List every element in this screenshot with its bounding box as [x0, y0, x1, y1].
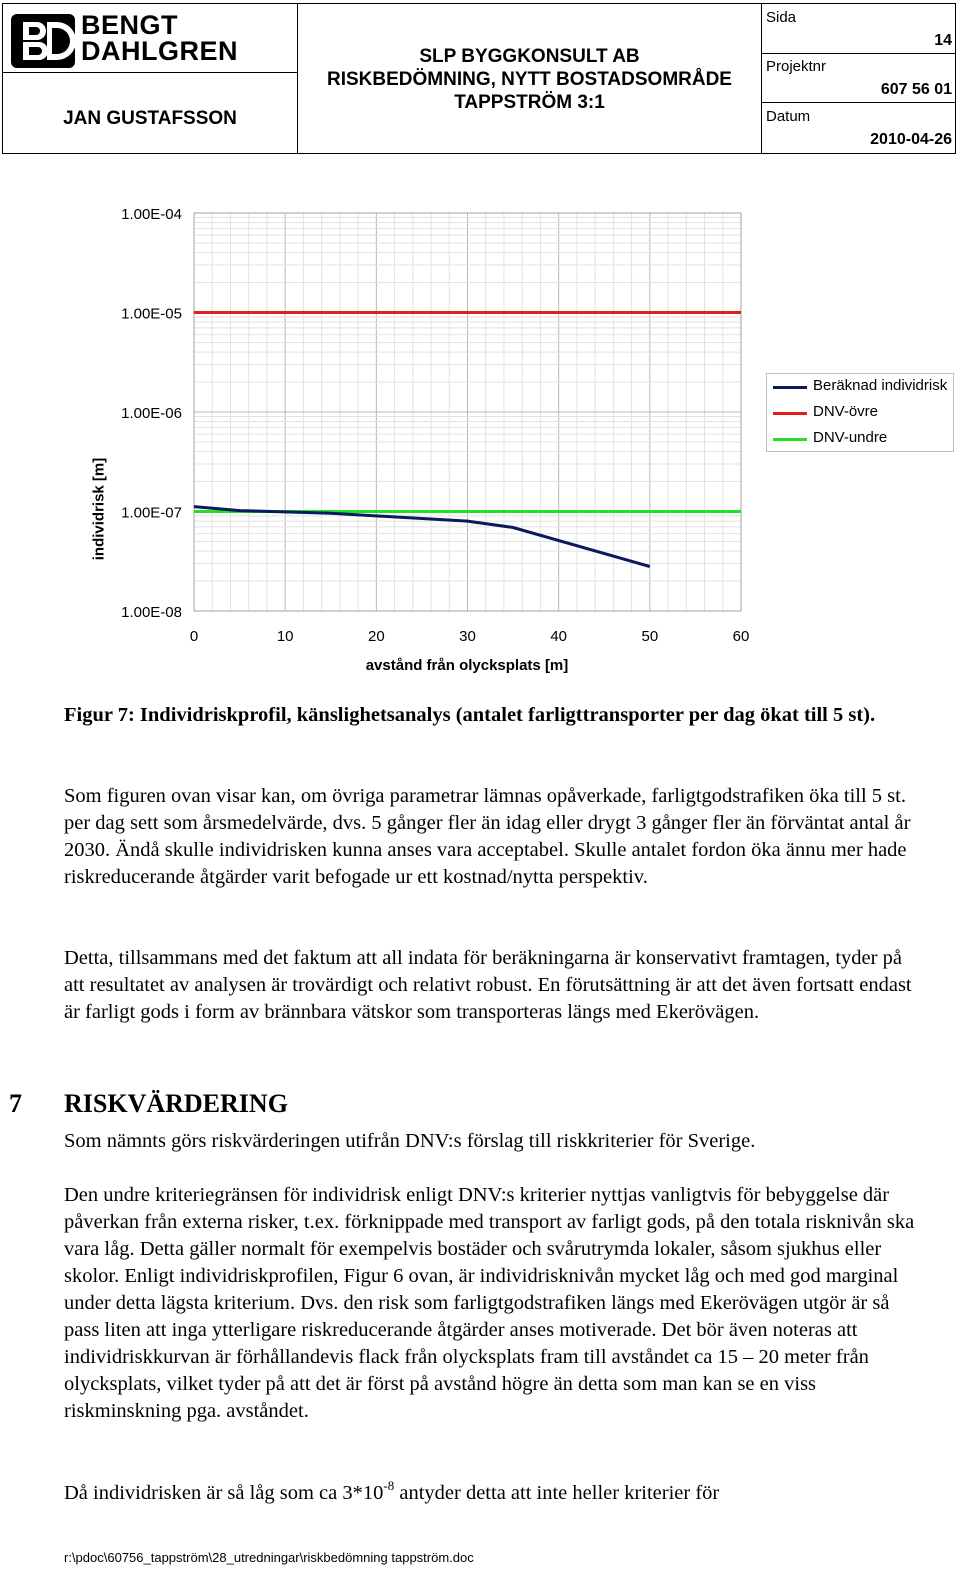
- risk-profile-chart: [0, 160, 960, 680]
- date-row: [762, 103, 955, 152]
- section-number: 7: [9, 1089, 22, 1118]
- section-title: RISKVÄRDERING: [64, 1089, 288, 1118]
- logo-mark-icon: [11, 14, 75, 68]
- x-tick-label: 60: [732, 628, 750, 645]
- footer-file-path: r:\pdoc\60756_tappström\28_utredningar\riskbedömning tappström.doc: [64, 1550, 474, 1565]
- company-logo: [11, 12, 296, 72]
- legend-label-calculated: Beräknad individrisk: [813, 377, 948, 394]
- x-tick-label: 10: [276, 628, 294, 645]
- legend-item-dnv-lower: [773, 429, 953, 449]
- y-tick-label: 1.00E-05: [121, 305, 182, 323]
- author-name: JAN GUSTAFSSON: [63, 108, 237, 129]
- y-tick-label: 1.00E-08: [121, 604, 182, 621]
- legend-swatch-calculated: [773, 386, 807, 389]
- y-tick-label: 1.00E-07: [121, 504, 182, 522]
- paragraph-2: Detta, tillsammans med det faktum att all indata för beräkningarna är konservativt framtagen, tyder på att resultatet av analysen är trovärdigt och relativt robust. En förutsättning är att det även fortsatt endast är farligt gods i form av brännbara vätskor som transporteras längs med Ekerövägen.: [64, 947, 912, 1023]
- legend-label-dnv-upper: DNV-övre: [813, 403, 879, 420]
- page-number: 14: [934, 32, 952, 49]
- paragraph-5-exponent: -8: [383, 1478, 395, 1493]
- title-line1: SLP BYGGKONSULT AB: [419, 46, 640, 67]
- legend-swatch-dnv-lower: [773, 438, 807, 441]
- document-header: [2, 3, 956, 154]
- chart-legend: [766, 373, 954, 452]
- x-tick-label: 20: [367, 628, 385, 645]
- x-tick-label: 40: [550, 628, 568, 645]
- legend-swatch-dnv-upper: [773, 412, 807, 415]
- paragraph-1: Som figuren ovan visar kan, om övriga parametrar lämnas opåverkade, farligtgodstrafiken öka till 5 st. per dag sett som årsmedelvärde, dvs. 5 gånger fler än idag eller drygt 3 gånger fler än förväntat antal år 2030. Ändå skulle individrisken kunna anses vara acceptabel. Skulle antalet fordon öka ännu mer hade riskreducerande åtgärder varit befogade ur ett kostnad/nytta perspektiv.: [64, 785, 911, 888]
- paragraph-5-a: Då individrisken är så låg som ca 3*10: [64, 1482, 384, 1504]
- paragraph-3: Som nämnts görs riskvärderingen utifrån DNV:s förslag till riskkriterier för Sverige.: [64, 1130, 756, 1152]
- x-tick-label: 30: [459, 628, 476, 645]
- page-label: Sida: [766, 9, 797, 26]
- project-number-row: [762, 53, 955, 103]
- y-tick-label: 1.00E-04: [121, 206, 182, 223]
- logo-line1: BENGT: [81, 10, 178, 40]
- x-tick-label: 50: [641, 628, 659, 645]
- y-axis-label-wrap: [84, 384, 114, 634]
- project-number: 607 56 01: [880, 81, 952, 98]
- figure-caption: Figur 7: Individriskprofil, känslighetsanalys (antalet farligttransporter per dag ökat till 5 st).: [64, 704, 876, 726]
- paragraph-4: Den undre kriteriegränsen för individrisk enligt DNV:s kriterier nyttjas vanligtvis för bebyggelse där påverkan från externa risker, t.ex. förknippade med transport av farligt gods, på den totala risknivån ska vara låg. Detta gäller normalt för exempelvis bostäder och svårutrymda lokaler, såsom sjukhus eller skolor. Enligt individriskprofilen, Figur 6 ovan, är individrisknivån mycket låg och med god marginal under detta lägsta kriterium. Dvs. den risk som farligtgodstrafiken längs med Ekerövägen utgör är så pass liten att inga ytterligare riskreducerande åtgärder anses motiverade. Det bör även noteras att individriskkurvan är förhållandevis flack från olycksplats fram till avståndet ca 15 – 20 meter från olycksplats, vilket tyder på att det är först på avstånd högre än detta som man kan se en viss riskminskning pga. avståndet.: [64, 1184, 915, 1422]
- paragraph-5-b: antyder detta att inte heller kriterier för: [394, 1482, 720, 1504]
- paragraph-5: [64, 1480, 924, 1507]
- x-tick-label: 0: [189, 628, 199, 645]
- header-title-cell: [298, 4, 762, 153]
- legend-item-calculated: [773, 377, 953, 397]
- date-label: Datum: [766, 108, 811, 125]
- project-number-label: Projektnr: [766, 58, 827, 75]
- title-line3: TAPPSTRÖM 3:1: [454, 92, 605, 113]
- title-line2: RISKBEDÖMNING, NYTT BOSTADSOMRÅDE: [327, 69, 732, 90]
- y-axis-label: individrisk [m]: [90, 457, 108, 561]
- y-tick-label: 1.00E-06: [121, 405, 182, 422]
- document-title: [298, 45, 761, 114]
- logo-text: [81, 12, 238, 64]
- header-left-cell: [3, 4, 298, 153]
- logo-line2: DAHLGREN: [81, 36, 238, 66]
- legend-label-dnv-lower: DNV-undre: [813, 429, 888, 446]
- header-meta-cell: [762, 4, 955, 153]
- page-row: [762, 4, 955, 54]
- date-value: 2010-04-26: [870, 131, 952, 148]
- legend-item-dnv-upper: [773, 403, 953, 423]
- x-axis-label: avstånd från olycksplats [m]: [365, 657, 569, 674]
